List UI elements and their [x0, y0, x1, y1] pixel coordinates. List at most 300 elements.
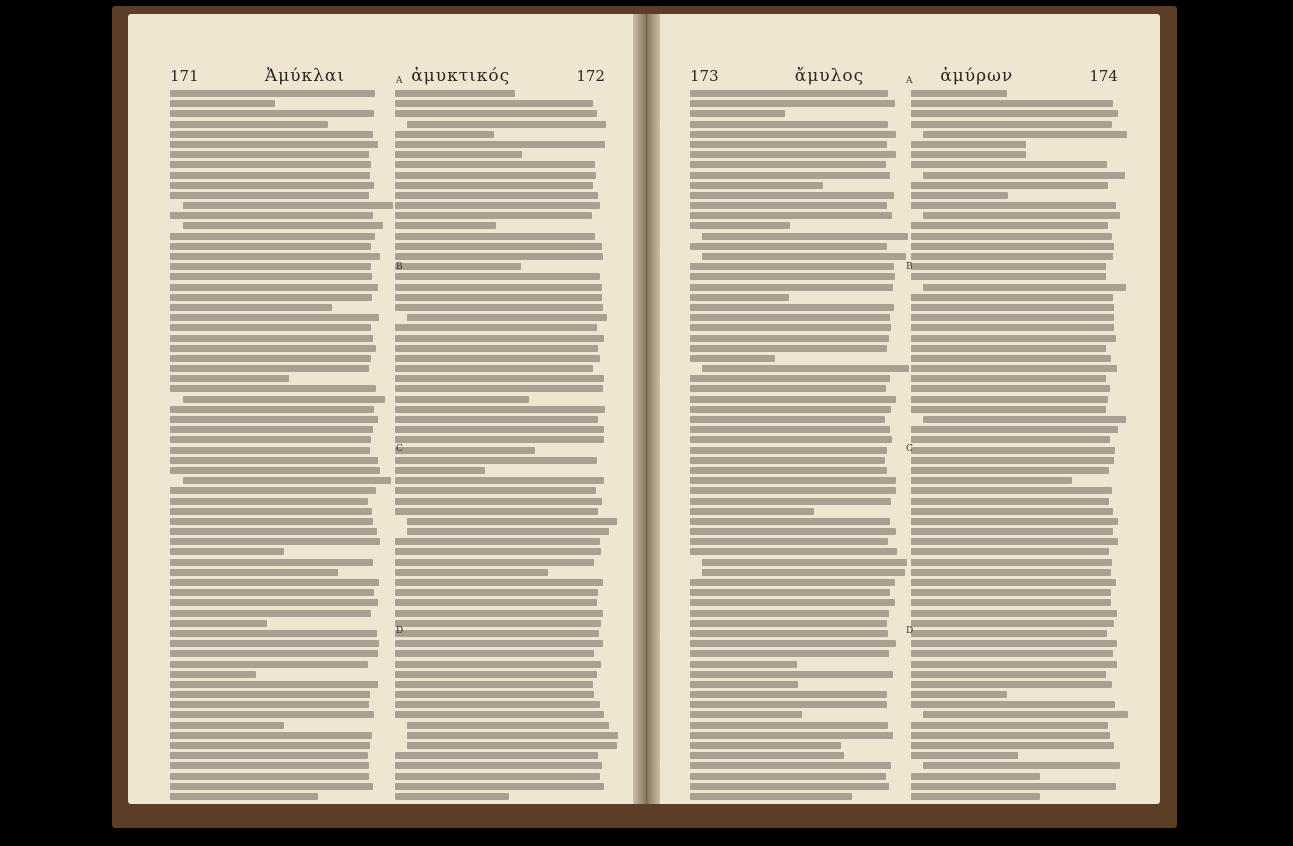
text-line	[170, 559, 373, 566]
text-line	[170, 426, 373, 433]
text-line	[690, 630, 888, 637]
text-line	[911, 538, 1118, 545]
text-line	[395, 426, 605, 433]
text-line	[170, 263, 371, 270]
text-line	[395, 569, 548, 576]
text-line	[690, 294, 789, 301]
text-line	[170, 243, 371, 250]
text-line	[690, 773, 886, 780]
margin-letter-d: D	[396, 626, 404, 636]
text-line	[170, 681, 378, 688]
text-line	[911, 732, 1110, 739]
text-line	[690, 518, 890, 525]
text-line	[395, 345, 598, 352]
text-line	[170, 324, 371, 331]
text-line	[395, 620, 601, 627]
text-line	[395, 487, 596, 494]
text-line	[702, 253, 906, 260]
text-line	[690, 202, 887, 209]
text-line	[923, 131, 1126, 138]
text-line	[690, 100, 895, 107]
text-line	[911, 498, 1109, 505]
text-line	[170, 467, 380, 474]
text-line	[170, 640, 379, 647]
text-line	[911, 110, 1118, 117]
text-line	[690, 335, 889, 342]
text-line	[395, 793, 509, 800]
text-line	[690, 121, 888, 128]
text-line	[395, 671, 598, 678]
text-line	[170, 110, 374, 117]
text-line	[395, 304, 604, 311]
headword-left-col: ἄμυλος	[794, 66, 865, 86]
text-line	[170, 294, 372, 301]
text-line	[690, 222, 790, 229]
text-line	[690, 141, 887, 148]
text-line	[911, 426, 1118, 433]
text-line	[170, 457, 378, 464]
text-line	[690, 650, 889, 657]
text-line	[395, 762, 603, 769]
margin-letter-c: C	[396, 444, 403, 454]
text-line	[690, 579, 895, 586]
text-line	[911, 528, 1113, 535]
text-line	[911, 385, 1110, 392]
column-number-174: 174	[1089, 67, 1118, 85]
text-line	[911, 793, 1040, 800]
text-line	[183, 477, 392, 484]
text-line	[395, 436, 605, 443]
text-line	[690, 610, 889, 617]
text-line	[170, 671, 256, 678]
text-line	[911, 253, 1113, 260]
text-line	[170, 385, 376, 392]
text-line	[911, 589, 1111, 596]
text-line	[690, 681, 798, 688]
margin-letter-b: B	[906, 262, 913, 272]
text-line	[702, 233, 908, 240]
text-line	[395, 701, 601, 708]
text-line	[395, 233, 596, 240]
text-line	[395, 467, 486, 474]
text-line	[911, 773, 1040, 780]
text-line	[911, 182, 1108, 189]
left-page	[128, 14, 633, 804]
text-line	[395, 630, 599, 637]
text-line	[911, 355, 1111, 362]
text-line	[690, 243, 887, 250]
text-line	[170, 172, 370, 179]
text-line	[911, 161, 1107, 168]
text-line	[690, 172, 890, 179]
text-line	[690, 589, 890, 596]
text-line	[183, 202, 393, 209]
text-line	[395, 538, 601, 545]
text-line	[183, 396, 385, 403]
left-page-columns	[128, 90, 633, 803]
text-line	[911, 722, 1108, 729]
text-line	[170, 284, 378, 291]
text-line	[690, 762, 891, 769]
text-line	[690, 538, 888, 545]
column-number-172: 172	[576, 67, 605, 85]
text-line	[911, 457, 1114, 464]
text-line	[407, 518, 617, 525]
text-line	[690, 711, 802, 718]
text-line	[395, 477, 604, 484]
text-line	[395, 548, 601, 555]
text-line	[690, 406, 891, 413]
margin-letter-d: D	[906, 626, 914, 636]
text-line	[911, 396, 1108, 403]
text-line	[395, 385, 604, 392]
text-column-173	[690, 90, 897, 803]
text-line	[911, 273, 1106, 280]
text-line	[407, 742, 617, 749]
text-line	[170, 416, 378, 423]
column-number-171: 171	[170, 67, 199, 85]
text-line	[395, 263, 521, 270]
text-line	[690, 548, 897, 555]
text-line	[395, 284, 602, 291]
text-line	[170, 273, 372, 280]
text-line	[690, 284, 893, 291]
text-line	[690, 375, 890, 382]
text-line	[911, 467, 1109, 474]
text-line	[911, 640, 1117, 647]
text-column-171	[170, 90, 381, 803]
text-line	[923, 416, 1126, 423]
text-line	[690, 263, 894, 270]
text-line	[911, 691, 1007, 698]
text-line	[395, 273, 600, 280]
text-line	[911, 314, 1114, 321]
text-line	[170, 345, 376, 352]
text-line	[170, 508, 372, 515]
text-line	[911, 100, 1113, 107]
text-line	[395, 396, 530, 403]
text-line	[690, 324, 891, 331]
text-line	[395, 90, 515, 97]
text-line	[690, 457, 885, 464]
text-line	[170, 314, 379, 321]
text-line	[690, 447, 887, 454]
text-line	[690, 477, 896, 484]
text-line	[395, 172, 597, 179]
text-line	[395, 783, 604, 790]
text-line	[395, 447, 536, 454]
text-line	[395, 182, 593, 189]
text-line	[170, 304, 332, 311]
text-line	[395, 498, 603, 505]
text-line	[395, 752, 598, 759]
text-line	[395, 141, 605, 148]
text-line	[395, 508, 598, 515]
text-line	[690, 752, 844, 759]
text-line	[911, 406, 1106, 413]
text-line	[690, 793, 852, 800]
text-line	[395, 640, 604, 647]
text-column-172	[395, 90, 606, 803]
text-line	[702, 569, 905, 576]
text-line	[690, 661, 797, 668]
text-line	[407, 314, 607, 321]
text-line	[395, 589, 599, 596]
text-line	[690, 691, 887, 698]
text-line	[395, 457, 598, 464]
text-line	[690, 467, 887, 474]
text-line	[690, 314, 890, 321]
text-line	[690, 783, 889, 790]
text-line	[395, 202, 600, 209]
text-line	[395, 610, 603, 617]
text-line	[170, 192, 369, 199]
text-line	[690, 304, 894, 311]
text-line	[911, 202, 1116, 209]
text-line	[395, 365, 593, 372]
text-line	[690, 182, 823, 189]
text-line	[395, 212, 593, 219]
text-line	[911, 620, 1114, 627]
text-line	[407, 722, 609, 729]
text-line	[170, 732, 372, 739]
headword-right-col: ἀμυκτικός	[411, 66, 511, 86]
text-line	[911, 569, 1111, 576]
text-line	[911, 579, 1116, 586]
text-line	[170, 742, 370, 749]
text-line	[170, 161, 371, 168]
text-line	[395, 681, 594, 688]
text-line	[911, 151, 1026, 158]
text-line	[911, 141, 1026, 148]
text-line	[170, 620, 267, 627]
text-line	[690, 426, 890, 433]
left-page-header	[128, 14, 633, 90]
text-line	[395, 355, 601, 362]
text-line	[170, 365, 369, 372]
text-line	[395, 100, 593, 107]
text-line	[911, 294, 1113, 301]
text-line	[690, 436, 892, 443]
text-line	[911, 487, 1112, 494]
text-line	[690, 110, 785, 117]
text-line	[690, 355, 775, 362]
text-line	[911, 436, 1110, 443]
text-line	[911, 671, 1106, 678]
text-line	[395, 192, 598, 199]
text-line	[395, 253, 604, 260]
text-line	[395, 599, 597, 606]
text-line	[170, 589, 374, 596]
margin-letter-a: A	[396, 76, 403, 86]
text-line	[690, 620, 887, 627]
text-line	[911, 681, 1112, 688]
text-column-174	[911, 90, 1118, 803]
text-line	[170, 569, 338, 576]
text-line	[407, 528, 609, 535]
text-line	[170, 253, 380, 260]
text-line	[170, 436, 371, 443]
text-line	[395, 324, 598, 331]
right-page	[660, 14, 1160, 804]
text-line	[690, 151, 896, 158]
text-line	[170, 691, 370, 698]
text-line	[170, 579, 379, 586]
text-line	[923, 172, 1125, 179]
text-line	[690, 498, 891, 505]
text-line	[911, 90, 1007, 97]
text-line	[395, 131, 494, 138]
text-line	[170, 182, 374, 189]
text-line	[170, 630, 377, 637]
text-line	[911, 610, 1117, 617]
text-line	[395, 110, 597, 117]
text-line	[395, 243, 602, 250]
text-line	[911, 701, 1115, 708]
text-line	[170, 762, 369, 769]
text-line	[911, 559, 1112, 566]
text-line	[170, 212, 373, 219]
text-line	[170, 650, 378, 657]
text-line	[170, 141, 378, 148]
text-line	[690, 131, 896, 138]
text-line	[395, 222, 496, 229]
text-line	[690, 192, 894, 199]
text-line	[911, 548, 1109, 555]
text-line	[911, 324, 1114, 331]
text-line	[395, 579, 604, 586]
text-line	[395, 661, 601, 668]
text-line	[690, 722, 888, 729]
text-line	[170, 90, 375, 97]
text-line	[170, 528, 377, 535]
text-line	[170, 722, 284, 729]
text-line	[395, 406, 605, 413]
text-line	[911, 375, 1106, 382]
text-line	[170, 498, 368, 505]
text-line	[170, 406, 374, 413]
text-line	[911, 365, 1117, 372]
text-line	[170, 773, 369, 780]
text-line	[911, 650, 1113, 657]
book-gutter	[633, 14, 660, 804]
text-line	[407, 121, 606, 128]
text-line	[170, 100, 275, 107]
text-line	[395, 151, 523, 158]
text-line	[690, 528, 896, 535]
text-line	[690, 396, 896, 403]
text-line	[911, 233, 1112, 240]
text-line	[911, 447, 1115, 454]
text-line	[395, 691, 595, 698]
text-line	[911, 630, 1107, 637]
text-line	[690, 640, 896, 647]
text-line	[690, 599, 895, 606]
text-line	[395, 294, 603, 301]
text-line	[911, 599, 1111, 606]
text-line	[911, 192, 1008, 199]
text-line	[170, 538, 380, 545]
text-line	[170, 151, 369, 158]
text-line	[702, 559, 907, 566]
text-line	[690, 671, 893, 678]
text-line	[170, 487, 376, 494]
text-line	[911, 243, 1114, 250]
text-line	[170, 599, 378, 606]
text-line	[911, 752, 1018, 759]
text-line	[170, 661, 368, 668]
text-line	[170, 793, 318, 800]
text-line	[690, 742, 841, 749]
text-line	[923, 212, 1119, 219]
text-line	[690, 212, 892, 219]
text-line	[170, 783, 373, 790]
text-line	[690, 416, 885, 423]
headword-right-col: ἀμύρων	[940, 66, 1014, 86]
text-line	[170, 131, 373, 138]
text-line	[170, 752, 368, 759]
text-line	[170, 355, 371, 362]
text-line	[170, 233, 375, 240]
headword-left-col: Ἀμύκλαι	[264, 66, 346, 86]
text-line	[911, 121, 1112, 128]
text-line	[170, 610, 371, 617]
text-line	[702, 365, 909, 372]
text-line	[911, 335, 1116, 342]
text-line	[923, 762, 1120, 769]
text-line	[170, 518, 373, 525]
text-line	[395, 161, 595, 168]
text-line	[395, 711, 604, 718]
text-line	[395, 773, 600, 780]
margin-letter-b: B	[396, 262, 403, 272]
text-line	[911, 508, 1113, 515]
text-line	[911, 518, 1118, 525]
text-line	[911, 345, 1106, 352]
text-line	[911, 263, 1106, 270]
text-line	[170, 335, 373, 342]
text-line	[183, 222, 383, 229]
text-line	[690, 508, 814, 515]
text-line	[170, 701, 369, 708]
text-line	[690, 385, 886, 392]
margin-letter-c: C	[906, 444, 913, 454]
text-line	[690, 161, 886, 168]
text-line	[911, 477, 1072, 484]
text-line	[911, 222, 1108, 229]
text-line	[170, 375, 289, 382]
text-line	[690, 345, 887, 352]
text-line	[395, 335, 604, 342]
text-line	[395, 375, 605, 382]
column-number-173: 173	[690, 67, 719, 85]
text-line	[170, 548, 284, 555]
text-line	[923, 284, 1125, 291]
text-line	[407, 732, 617, 739]
text-line	[690, 90, 888, 97]
text-line	[170, 711, 374, 718]
text-line	[690, 732, 893, 739]
text-line	[911, 783, 1116, 790]
text-line	[170, 447, 370, 454]
text-line	[911, 742, 1114, 749]
text-line	[690, 487, 896, 494]
text-line	[395, 650, 594, 657]
text-line	[690, 273, 895, 280]
text-line	[911, 661, 1117, 668]
text-line	[170, 121, 328, 128]
text-line	[395, 559, 595, 566]
